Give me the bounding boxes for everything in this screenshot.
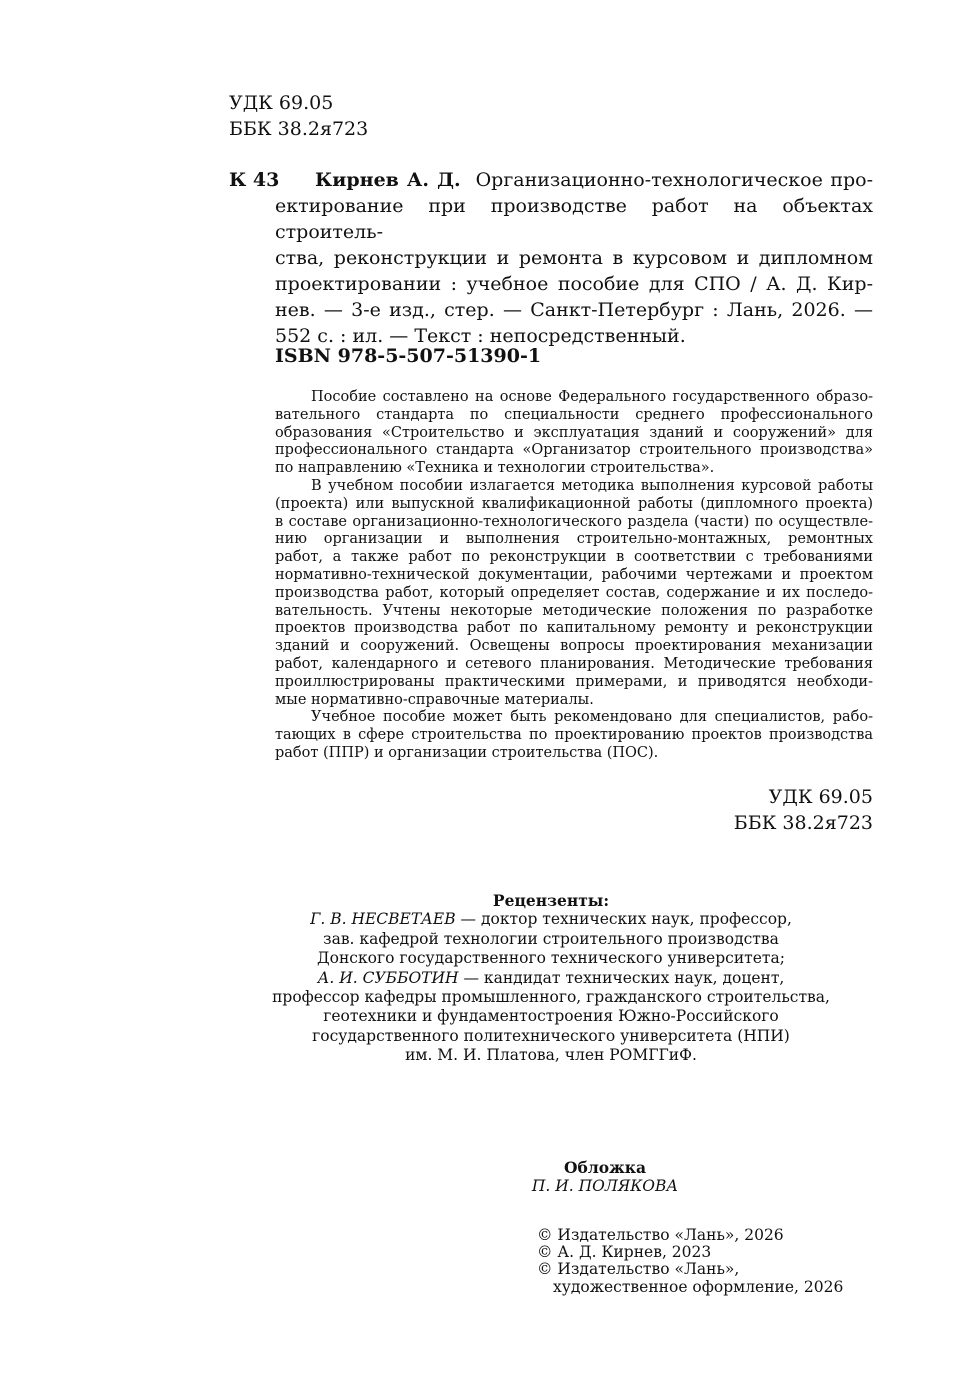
entry-line-5: нев. — 3-е изд., стер. — Санкт-Петербург : Лань, 2026. — [275, 299, 873, 321]
reviewer-2 [229, 969, 873, 988]
annotation-line: мые нормативно-справочные материалы. [275, 691, 594, 708]
cover-credit [460, 1158, 750, 1197]
copyright-line: © Издательство «Лань», [537, 1260, 740, 1279]
isbn: ISBN 978-5-507-51390-1 [275, 345, 542, 367]
copyright-block [537, 1227, 843, 1296]
annotation-line: вательность. Учтены некоторые методические положения по разработке [275, 602, 873, 619]
author-mark: К 43 [229, 169, 280, 191]
annotation-line: работ, а также работ по реконструкции в соответствии с требованиями [275, 549, 873, 566]
annotation-line: В учебном пособии излагается методика выполнения курсовой работы [311, 477, 873, 494]
annotation-line: в составе организационно-технологического раздела (части) по осуществле- [275, 513, 873, 530]
footer-bbk-code: ББК 38.2я723 [733, 812, 873, 834]
reviewer-1 [229, 910, 873, 929]
footer-udk-code: УДК 69.05 [768, 786, 873, 808]
entry-line-6: 552 с. : ил. — Текст : непосредственный. [275, 325, 686, 347]
copyright-line: художественное оформление, 2026 [553, 1277, 844, 1296]
header-codes [229, 90, 368, 142]
entry-line-2: ектирование при производстве работ на объектах строитель- [275, 195, 873, 243]
reviewer-2-position: профессор кафедры промышленного, гражданского строительства, [272, 988, 830, 1007]
author-name: Кирнев А. Д. [315, 169, 461, 191]
annotation-line: работ (ППР) и организации строительства (ПОС). [275, 744, 659, 761]
annotation-line: Пособие составлено на основе Федерального государственного образо- [311, 389, 873, 405]
annotation-line: тающих в сфере строительства по проектированию проектов производства [275, 727, 873, 744]
cover-designer: П. И. ПОЛЯКОВА [531, 1177, 679, 1196]
annotation-line: проиллюстрированы практическими примерами, и приводятся необходи- [275, 673, 873, 690]
reviewer-2-membership: им. М. И. Платова, член РОМГГиФ. [405, 1046, 697, 1065]
reviewer-2-degree: — кандидат технических наук, доцент, [458, 968, 785, 987]
reviewer-2-name: А. И. СУББОТИН [317, 968, 459, 987]
footer-codes [600, 784, 873, 836]
annotation-line: Учебное пособие может быть рекомендовано для специалистов, рабо- [311, 709, 873, 726]
entry-line-3: ства, реконструкции и ремонта в курсовом и дипломном [275, 247, 873, 269]
reviewer-1-degree: — доктор технических наук, профессор, [455, 910, 792, 929]
bbk-code: ББК 38.2я723 [229, 118, 369, 140]
annotation-line: работ, календарного и сетевого планирования. Методические требования [275, 655, 873, 672]
bibliographic-entry [275, 167, 873, 349]
annotation-line: по направлению «Техника и технологии строительства». [275, 460, 715, 477]
annotation-line: профессионального стандарта «Организатор строительного производства» [275, 442, 873, 459]
reviewer-2-department: геотехники и фундаментостроения Южно-Российского [323, 1007, 779, 1026]
annotation-line: производства работ, который определяет состав, содержание и их последо- [275, 584, 873, 601]
reviewers-title: Рецензенты: [492, 891, 610, 910]
annotation-line: зданий и сооружений. Освещены вопросы проектирования механизации [275, 638, 873, 655]
annotation-line: (проекта) или выпускной квалификационной работы (дипломного проекта) [275, 495, 873, 512]
udk-code: УДК 69.05 [229, 92, 334, 114]
entry-line-4: проектировании : учебное пособие для СПО / А. Д. Кир- [275, 273, 873, 295]
annotation-line: вательного стандарта по специальности среднего профессионального [275, 406, 873, 423]
cover-title: Обложка [564, 1158, 646, 1177]
entry-line-1-text: Организационно-технологическое про- [475, 169, 874, 191]
reviewer-1-name: Г. В. НЕСВЕТАЕВ [310, 910, 456, 929]
annotation-line: проектов производства работ по капитальному ремонту и реконструкции [275, 620, 873, 637]
reviewer-2-university: государственного политехнического университета (НПИ) [312, 1026, 790, 1045]
entry-line-1 [275, 167, 873, 193]
annotation [275, 389, 873, 763]
annotation-line: нию организации и выполнения строительно-монтажных, ремонтных [275, 531, 873, 548]
reviewer-1-university: Донского государственного технического университета; [317, 949, 785, 968]
copyright-line: © Издательство «Лань», 2026 [537, 1226, 784, 1244]
copyright-line: © А. Д. Кирнев, 2023 [537, 1243, 712, 1262]
reviewers-block [229, 891, 873, 1066]
reviewer-1-position: зав. кафедрой технологии строительного производства [323, 929, 779, 948]
annotation-line: образования «Строительство и эксплуатация зданий и сооружений» для [275, 424, 873, 441]
annotation-line: нормативно-технической документации, рабочими чертежами и проектом [275, 566, 873, 583]
